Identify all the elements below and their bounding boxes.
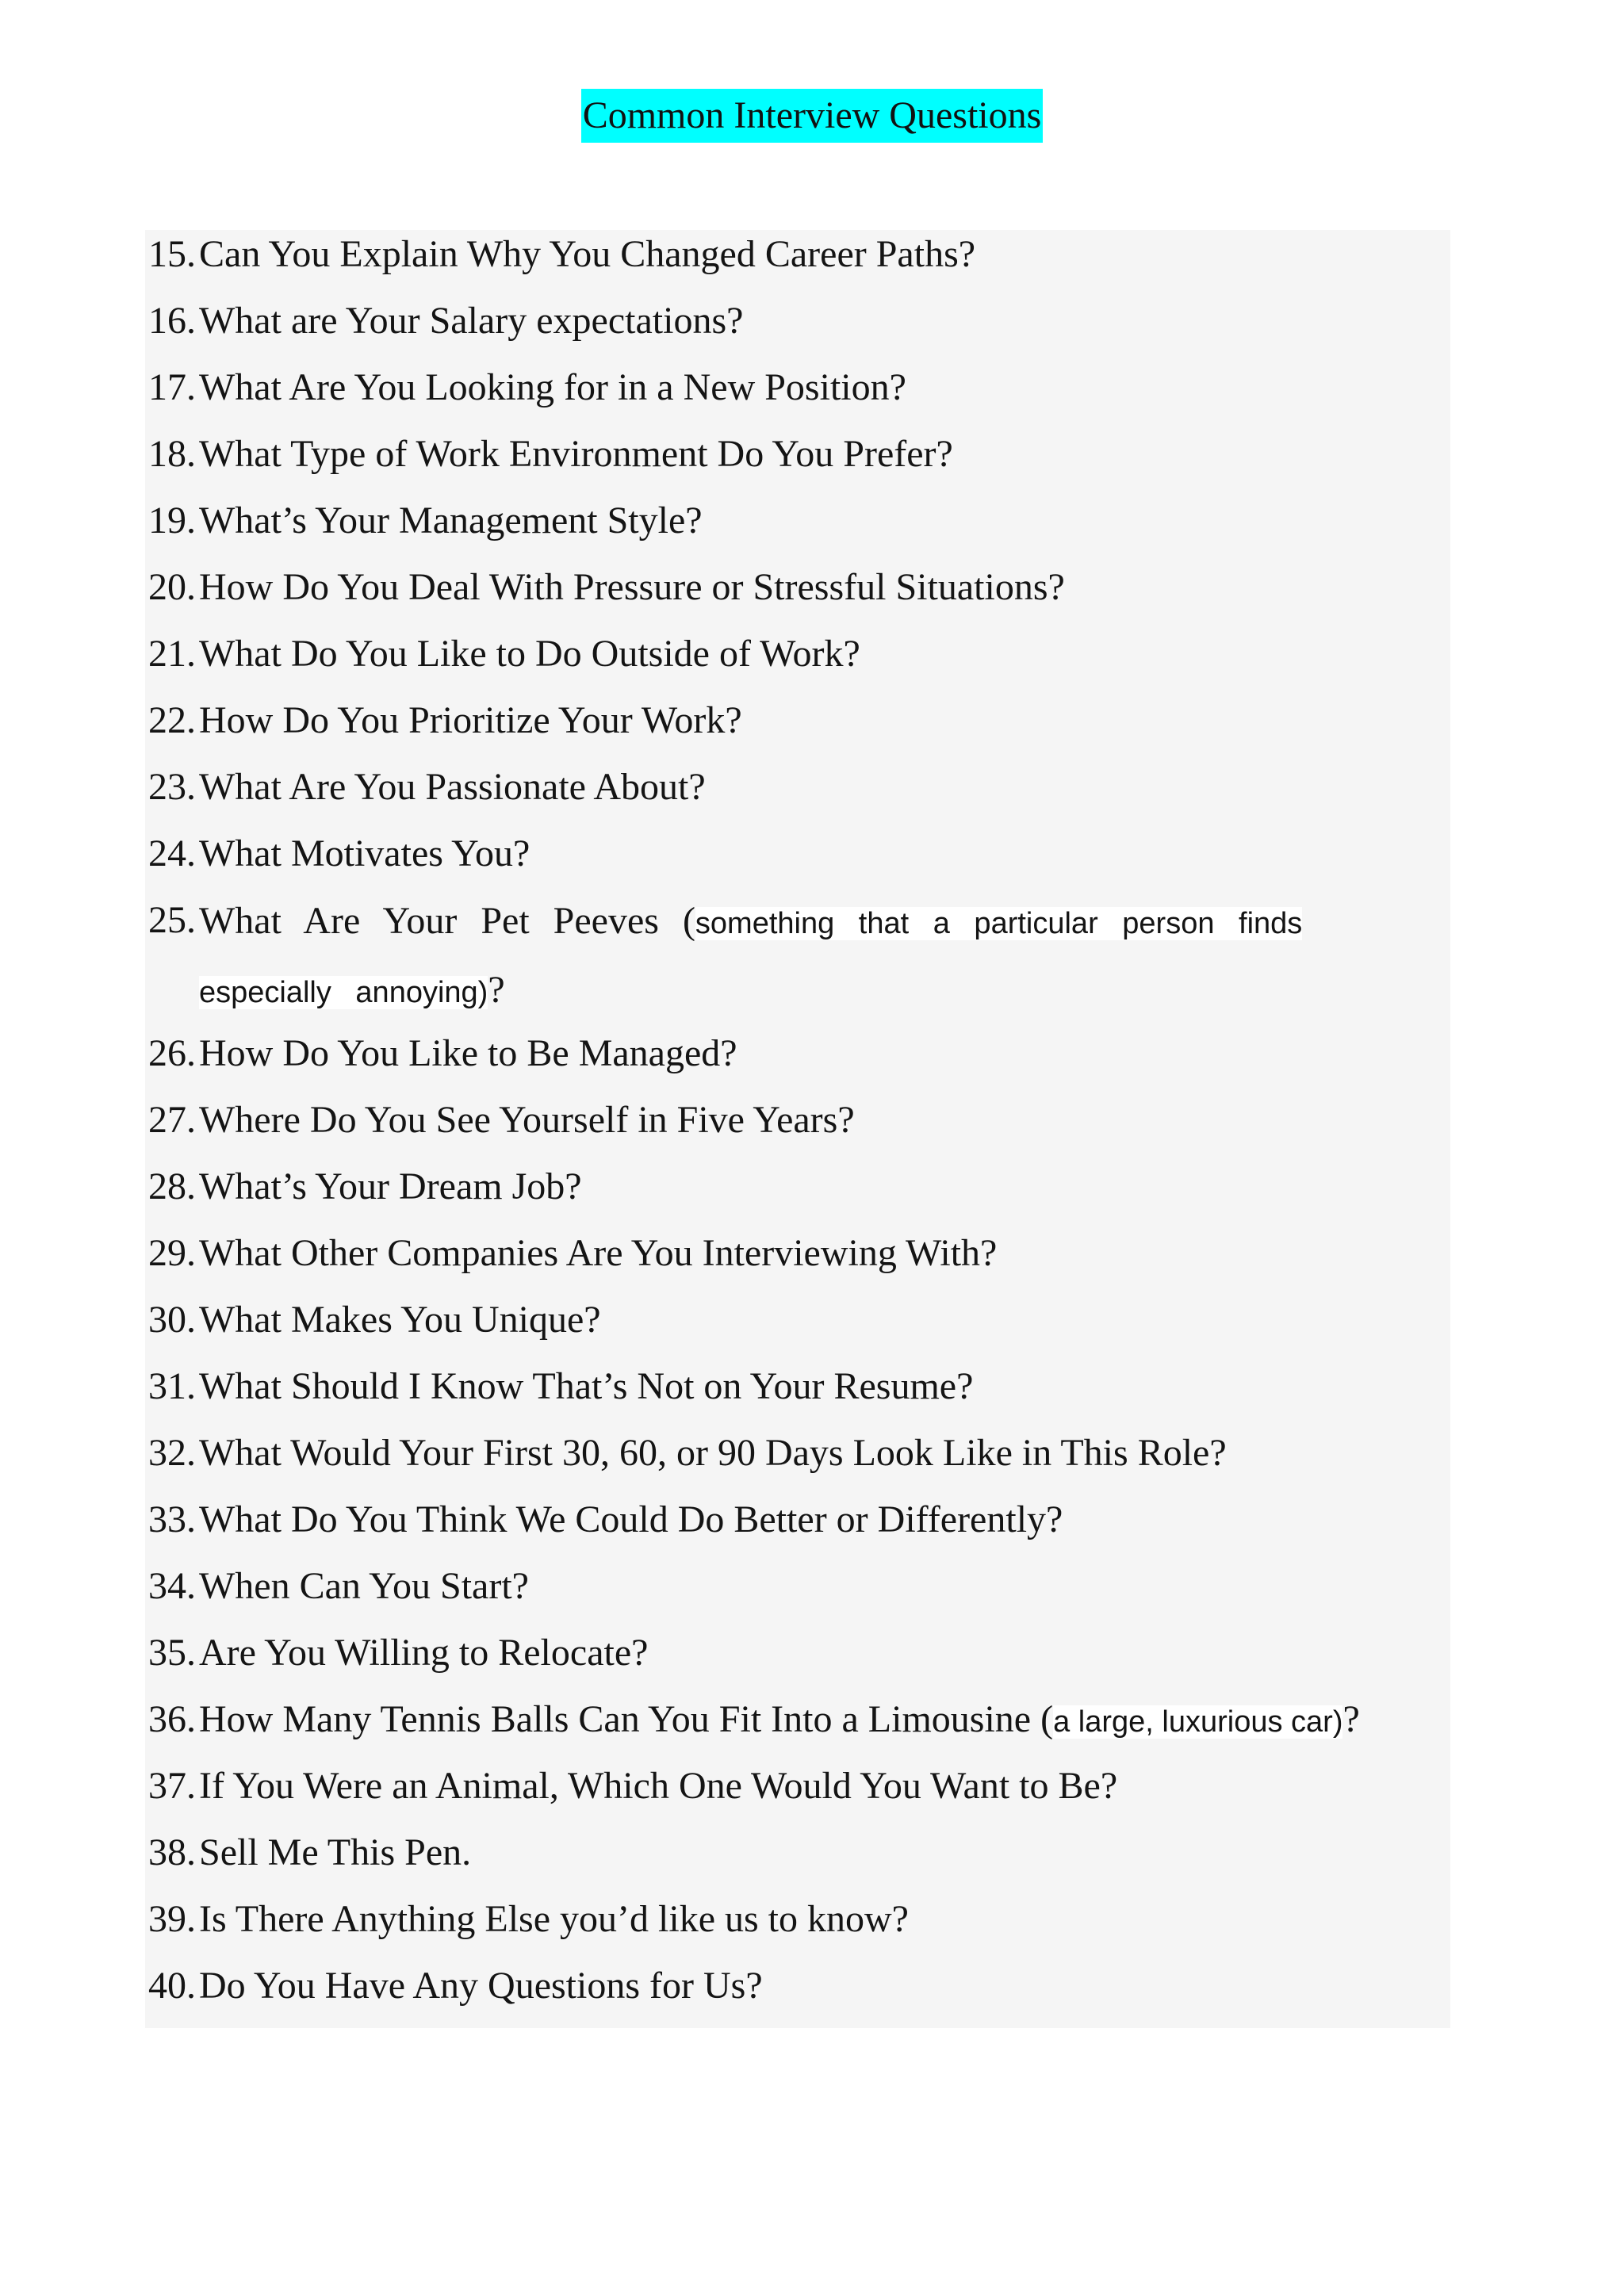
page-title: Common Interview Questions (581, 89, 1044, 143)
question-item (145, 1628, 1450, 1695)
question-text: What’s Your Dream Job? (199, 1165, 582, 1207)
question-number: 25. (148, 899, 196, 941)
question-text: Where Do You See Yourself in Five Years? (199, 1099, 855, 1141)
question-text: What Do You Like to Do Outside of Work? (199, 633, 860, 675)
question-number: 33. (148, 1498, 196, 1540)
question-number: 32. (148, 1432, 196, 1474)
question-suffix: ? (1342, 1698, 1360, 1740)
question-text: What Do You Think We Could Do Better or Differently? (199, 1498, 1063, 1540)
question-text: When Can You Start? (199, 1565, 529, 1607)
question-item (145, 763, 1450, 829)
question-item (145, 896, 1450, 1029)
question-item (145, 1762, 1450, 1828)
question-text: If You Were an Animal, Which One Would You Want to Be? (199, 1765, 1118, 1807)
question-item (145, 829, 1450, 896)
question-number: 39. (148, 1898, 196, 1940)
question-note: a large, luxurious car) (1053, 1705, 1343, 1739)
question-text: What Are You Looking for in a New Position? (199, 366, 906, 408)
question-number: 24. (148, 832, 196, 874)
question-text: Are You Willing to Relocate? (199, 1632, 649, 1674)
question-item (145, 1895, 1450, 1961)
question-text: How Do You Prioritize Your Work? (199, 699, 742, 741)
question-item (145, 1828, 1450, 1895)
question-number: 31. (148, 1365, 196, 1407)
question-item (145, 1295, 1450, 1362)
question-item (145, 496, 1450, 563)
question-item (145, 1096, 1450, 1162)
question-text: What Motivates You? (199, 832, 530, 874)
question-list (145, 230, 1450, 2028)
question-number: 15. (148, 233, 196, 275)
question-text: How Many Tennis Balls Can You Fit Into a Limousine ( (199, 1698, 1054, 1740)
question-item (145, 1695, 1450, 1762)
question-item (145, 1562, 1450, 1628)
question-list-box (145, 230, 1450, 2028)
question-number: 18. (148, 433, 196, 475)
question-text: Do You Have Any Questions for Us? (199, 1965, 763, 2007)
question-text: How Do You Deal With Pressure or Stressful Situations? (199, 566, 1065, 608)
question-item (145, 629, 1450, 696)
question-number: 16. (148, 300, 196, 342)
question-item (145, 297, 1450, 363)
question-item (145, 1362, 1450, 1429)
question-text: What’s Your Management Style? (199, 499, 703, 541)
question-suffix: ? (488, 969, 505, 1011)
question-number: 20. (148, 566, 196, 608)
question-item (145, 696, 1450, 763)
question-number: 37. (148, 1765, 196, 1807)
question-item (145, 1162, 1450, 1229)
question-text: Sell Me This Pen. (199, 1831, 472, 1873)
question-text-block (199, 888, 1450, 1026)
question-number: 40. (148, 1965, 196, 2007)
question-text: What Are You Passionate About? (199, 766, 706, 808)
question-number: 26. (148, 1032, 196, 1074)
question-text: What Other Companies Are You Interviewing With? (199, 1232, 998, 1274)
question-number: 30. (148, 1299, 196, 1341)
question-item (145, 1229, 1450, 1295)
question-text: How Do You Like to Be Managed? (199, 1032, 737, 1074)
question-number: 23. (148, 766, 196, 808)
question-number: 36. (148, 1698, 196, 1740)
question-item (145, 363, 1450, 430)
question-text-block (199, 1698, 1450, 1743)
question-number: 28. (148, 1165, 196, 1207)
question-item (145, 563, 1450, 629)
question-text: What Type of Work Environment Do You Prefer? (199, 433, 953, 475)
question-text: What are Your Salary expectations? (199, 300, 744, 342)
question-text: What Would Your First 30, 60, or 90 Days Look Like in This Role? (199, 1432, 1227, 1474)
question-number: 34. (148, 1565, 196, 1607)
question-text: Is There Anything Else you’d like us to know? (199, 1898, 909, 1940)
question-item (145, 230, 1450, 297)
question-text: What Should I Know That’s Not on Your Resume? (199, 1365, 974, 1407)
question-number: 21. (148, 633, 196, 675)
question-item (145, 1961, 1450, 2028)
title-container (0, 89, 1624, 143)
question-number: 22. (148, 699, 196, 741)
question-item (145, 1429, 1450, 1495)
question-number: 19. (148, 499, 196, 541)
question-number: 17. (148, 366, 196, 408)
question-text: What Makes You Unique? (199, 1299, 601, 1341)
question-note: something that a particular person finds especially annoying) (199, 907, 1303, 1009)
question-text: Can You Explain Why You Changed Career Paths? (199, 233, 976, 275)
question-item (145, 1029, 1450, 1096)
question-number: 27. (148, 1099, 196, 1141)
question-text: What Are Your Pet Peeves ( (199, 900, 695, 942)
question-item (145, 1495, 1450, 1562)
question-number: 35. (148, 1632, 196, 1674)
question-number: 29. (148, 1232, 196, 1274)
question-item (145, 430, 1450, 496)
question-number: 38. (148, 1831, 196, 1873)
